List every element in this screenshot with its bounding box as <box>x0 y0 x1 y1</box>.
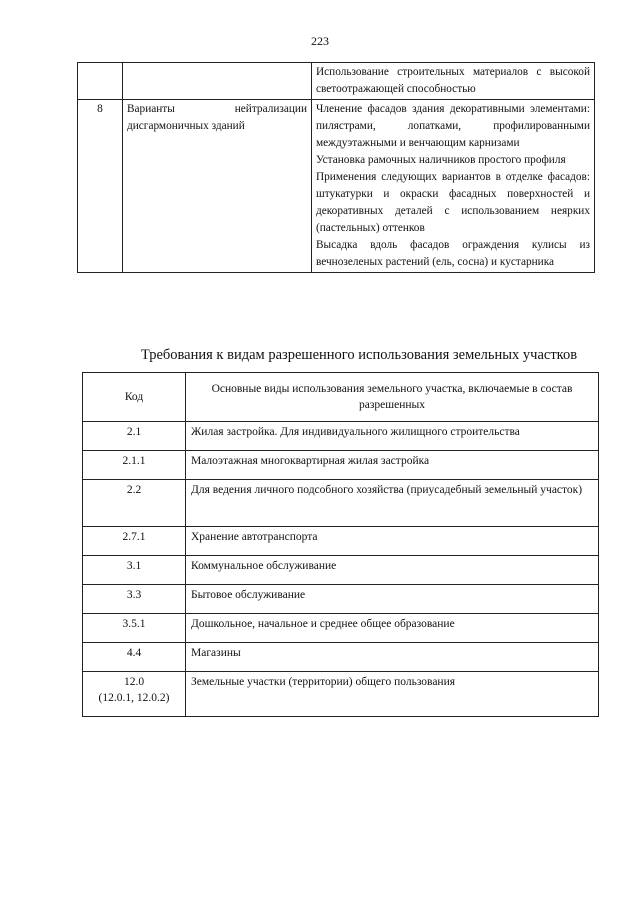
table-row <box>83 422 599 451</box>
table-row <box>83 643 599 672</box>
description-text: Для ведения личного подсобного хозяйства (приусадебный земельный участок) <box>191 484 583 496</box>
code-main: 12.0 <box>123 676 145 688</box>
table-row <box>78 100 595 273</box>
measure-name: Варианты нейтрализации дисгармоничных зданий <box>127 103 307 132</box>
table-row <box>83 556 599 585</box>
code-cell: 3.5.1 <box>83 614 186 643</box>
row-number-cell <box>78 63 123 100</box>
description-cell: Коммунальное обслуживание <box>186 556 599 585</box>
measures-table <box>77 62 595 273</box>
measure-item: Членение фасадов здания декоративными элементами: пилястрами, лопатками, профилированными междуэтажными и венчающим карнизами <box>316 103 590 149</box>
row-number-cell: 8 <box>78 100 123 273</box>
description-cell: Дошкольное, начальное и среднее общее образование <box>186 614 599 643</box>
table-row <box>83 672 599 717</box>
table-header-row <box>83 373 599 422</box>
table-row <box>83 585 599 614</box>
measure-item: Установка рамочных наличников простого профиля <box>316 154 566 166</box>
table-row <box>83 614 599 643</box>
table-row <box>78 63 595 100</box>
code-cell: 3.3 <box>83 585 186 614</box>
code-cell: 3.1 <box>83 556 186 585</box>
table-row <box>83 527 599 556</box>
code-cell: 2.7.1 <box>83 527 186 556</box>
description-cell: Малоэтажная многоквартирная жилая застройка <box>186 451 599 480</box>
table-row <box>83 451 599 480</box>
measure-item: Применения следующих вариантов в отделке фасадов: штукатурки и окраски фасадных поверхностей и декоративных деталей с использованием неярких (пастельных) оттенков <box>316 171 590 234</box>
description-cell: Бытовое обслуживание <box>186 585 599 614</box>
code-cell: 2.1.1 <box>83 451 186 480</box>
code-cell: 4.4 <box>83 643 186 672</box>
row-name-cell <box>123 63 312 100</box>
header-description: Основные виды использования земельного участка, включаемые в состав разрешенных <box>186 373 599 422</box>
row-text-cell <box>312 100 595 273</box>
row-name-cell <box>123 100 312 273</box>
measure-text: Использование строительных материалов с высокой светоотражающей способностью <box>316 66 590 95</box>
description-cell: Жилая застройка. Для индивидуального жилищного строительства <box>186 422 599 451</box>
table-row <box>83 480 599 527</box>
description-cell: Земельные участки (территории) общего пользования <box>186 672 599 717</box>
land-use-table <box>82 372 599 717</box>
row-text-cell <box>312 63 595 100</box>
code-cell <box>83 672 186 717</box>
code-sub: (12.0.1, 12.0.2) <box>98 692 170 704</box>
header-code: Код <box>83 373 186 422</box>
description-cell: Магазины <box>186 643 599 672</box>
code-cell: 2.1 <box>83 422 186 451</box>
measure-item: Высадка вдоль фасадов ограждения кулисы из вечнозеленых растений (ель, сосна) и кустарника <box>316 239 590 268</box>
section-title: Требования к видам разрешенного использования земельных участков <box>140 347 578 363</box>
description-cell <box>186 480 599 527</box>
code-cell: 2.2 <box>83 480 186 527</box>
description-cell: Хранение автотранспорта <box>186 527 599 556</box>
page-number: 223 <box>311 34 329 48</box>
